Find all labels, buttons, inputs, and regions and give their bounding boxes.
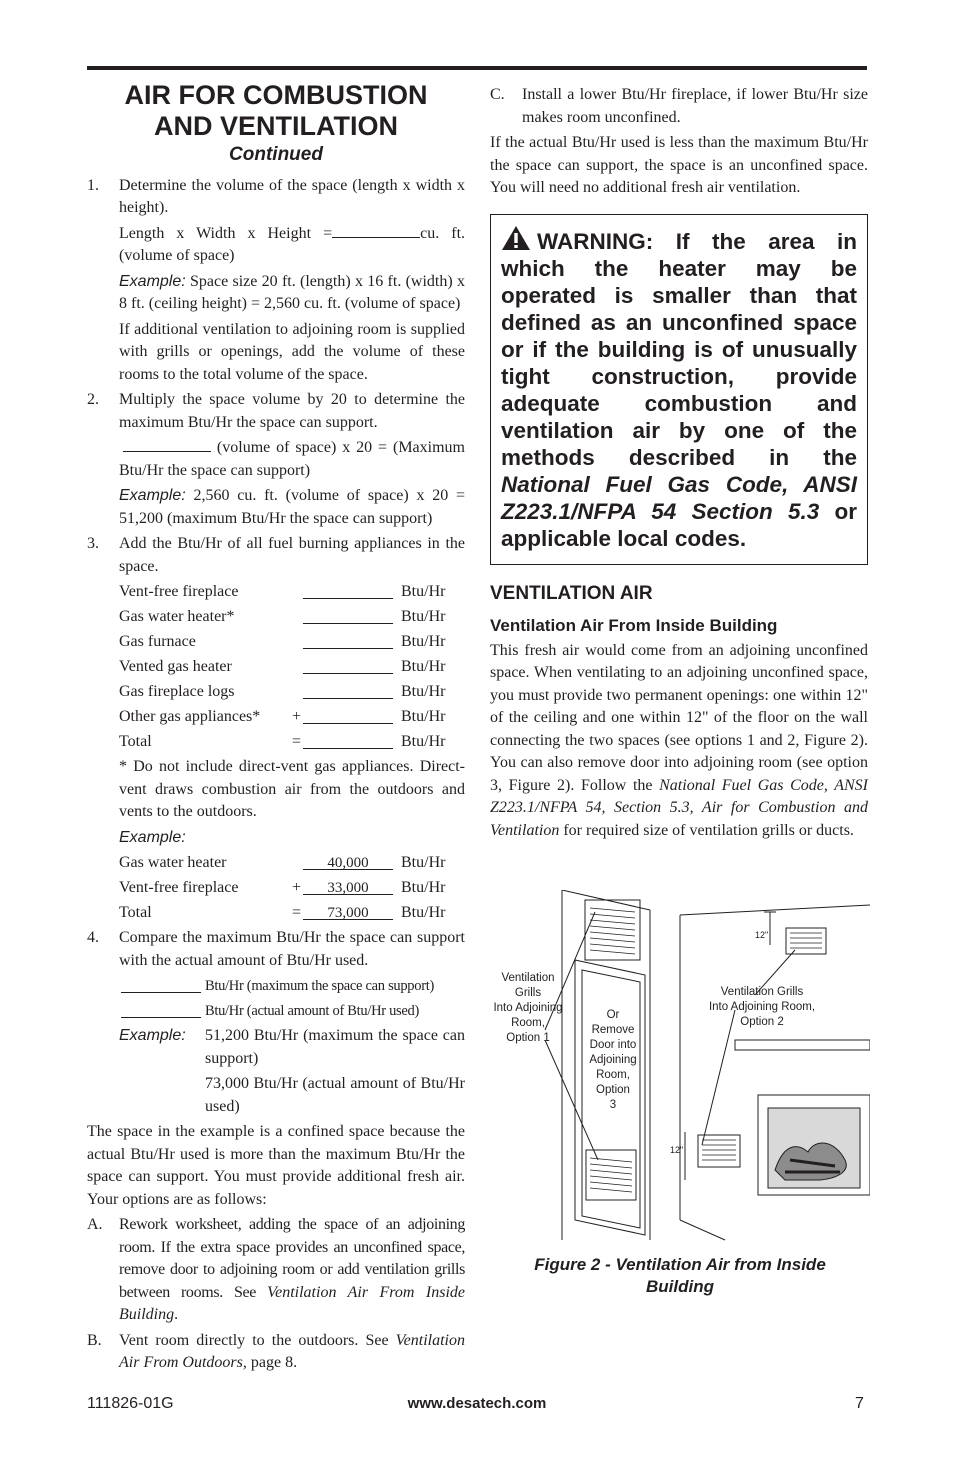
- step-4: [87, 927, 465, 1118]
- formula: Length x Width x Height = cu. ft. (volume of space): [119, 224, 466, 264]
- label-option-1: [493, 972, 562, 1044]
- example: Example: Space size 20 ft. (length) x 16 ft. (width) x 8 ft. (ceiling height) = 2,560 cu. ft. (volume of space): [119, 272, 465, 312]
- figure-ventilation-diagram: [490, 890, 870, 1250]
- page-title: [87, 80, 465, 142]
- right-top-grille: [786, 928, 826, 954]
- ventilation-paragraph: This fresh air would come from an adjoining unconfined space. When ventilating to an adjoining unconfined space, you must provide two permanent openings: one within 12" of the ceiling and one within 12" of the floor on the wall connecting the two spaces (see options 1 and 2, Figure 2). You can also remove door into adjoining room (see option 3, Figure 2). Follow the National Fuel Gas Code, ANSI Z223.1/NFPA 54, Section 5.3, Air for Combustion and Ventilation for required size of ventilation grills or ducts.: [490, 641, 868, 839]
- figure-caption: Figure 2 - Ventilation Air from Inside Building: [534, 1255, 826, 1296]
- right-room-ceiling: [680, 905, 870, 915]
- example-row-total: Total = 73,000 Btu/Hr: [119, 904, 446, 921]
- conclusion-paragraph: The space in the example is a confined space because the actual Btu/Hr used is more than the maximum Btu/Hr the space can support. You must provide additional fresh air. Your options are as follows:: [87, 1123, 465, 1208]
- example-row: Gas water heater 40,000 Btu/Hr: [119, 854, 446, 871]
- svg-text:Adjoining: Adjoining: [589, 1054, 637, 1066]
- step-text: Determine the volume of the space (length x width x height).: [119, 176, 465, 216]
- svg-text:3: 3: [609, 1099, 617, 1111]
- label-option-2: [709, 986, 815, 1028]
- step-number: 2.: [87, 391, 99, 408]
- step-number: 3.: [87, 535, 99, 552]
- svg-text:Room,: Room,: [511, 1017, 545, 1029]
- unconfined-paragraph: If the actual Btu/Hr used is less than the maximum Btu/Hr the space can support, the space is an unconfined space. You will need no additional fresh air ventilation.: [490, 134, 868, 196]
- ref-link: Ventilation Air From Outdoors,: [119, 1331, 465, 1371]
- right-room-floor: [680, 1220, 725, 1240]
- step-text: Multiply the space volume by 20 to determine the maximum Btu/Hr the space can support.: [119, 391, 465, 431]
- option-c: C. Install a lower Btu/Hr fireplace, if lower Btu/Hr size makes room unconfined.: [490, 86, 868, 126]
- formula: (volume of space) x 20 = (Maximum Btu/Hr the space can support): [119, 439, 465, 479]
- svg-text:Door into: Door into: [589, 1039, 637, 1051]
- svg-text:Or: Or: [606, 1009, 620, 1021]
- option-a: A. Rework worksheet, adding the space of an adjoining room. If the extra space provides an unconfined space, remove door to adjoining room or add ventilation grills between rooms. See Ventilation Air From Inside Building.: [87, 1216, 466, 1323]
- blank-line: [303, 581, 393, 599]
- step-note: If additional ventilation to adjoining room is supplied with grills or openings, add the volume of these rooms to the total volume of the space.: [119, 320, 465, 383]
- bottom-grille: [586, 1150, 636, 1200]
- step-text: Compare the maximum Btu/Hr the space can support with the actual amount of Btu/Hr used.: [119, 929, 465, 969]
- appliance-row: Vent-free fireplace Btu/Hr: [119, 583, 446, 600]
- svg-text:Option: Option: [596, 1084, 630, 1096]
- mantel-shelf: [735, 1040, 870, 1050]
- svg-text:Ventilation Grills: Ventilation Grills: [720, 986, 804, 998]
- top-grille-slats: [590, 908, 635, 954]
- blank-line: [332, 223, 420, 238]
- step-number: 1.: [87, 176, 99, 194]
- compare-line-max: Btu/Hr (maximum the space can support): [119, 975, 465, 1000]
- appliance-row-total: Total = Btu/Hr: [119, 733, 446, 750]
- step-2: [87, 389, 465, 530]
- example-label: Example:: [119, 828, 186, 846]
- dim-top-label: 12": [755, 930, 769, 940]
- blank-line: [303, 656, 393, 674]
- footer-doc-number: 111826-01G: [87, 1395, 174, 1412]
- label-option-3: [589, 1009, 636, 1111]
- svg-text:Ventilation: Ventilation: [501, 972, 555, 984]
- warning-icon: [501, 225, 531, 251]
- svg-text:Room,: Room,: [596, 1069, 630, 1081]
- step-3: [87, 533, 465, 927]
- blank-line: [303, 706, 393, 724]
- svg-text:Remove: Remove: [591, 1024, 635, 1036]
- step-1: [87, 175, 465, 387]
- right-column: [490, 84, 868, 845]
- blank-line: [123, 437, 211, 452]
- svg-text:Into Adjoining: Into Adjoining: [493, 1002, 563, 1014]
- ref-link: Ventilation Air From Inside Building: [119, 1283, 466, 1323]
- leader-opt2-bottom: [702, 1010, 735, 1145]
- step-note: * Do not include direct-vent gas appliances. Direct-vent draws combustion air from the outdoors and vents to the outdoors.: [119, 758, 465, 820]
- svg-text:Option 1: Option 1: [506, 1032, 550, 1044]
- step-number: 4.: [87, 929, 99, 946]
- subsection-title: Ventilation Air From Inside Building: [490, 616, 778, 635]
- right-bottom-grille-slats: [702, 1140, 736, 1160]
- step4-example: Example: 51,200 Btu/Hr (maximum the space can support) 73,000 Btu/Hr (actual amount of Btu/Hr used): [119, 1027, 465, 1115]
- svg-text:Into Adjoining Room,: Into Adjoining Room,: [708, 1001, 816, 1013]
- compare-line-actual: Btu/Hr (actual amount of Btu/Hr used): [119, 1000, 465, 1025]
- left-column: [87, 80, 465, 1378]
- footer-website: www.desatech.com: [407, 1395, 547, 1412]
- title-line-1: AIR FOR COMBUSTION: [124, 80, 428, 110]
- warning-box: WARNING: If the area in which the heater may be operated is smaller than that defined as an unconfined space or if the building is of unusually tight construction, provide adequate combustion and ventilation air by one of the methods described in the National Fuel Gas Code, ANSI Z223.1/NFPA 54 Section 5.3 or applicable local codes.: [490, 214, 868, 565]
- blank-line: [303, 731, 393, 749]
- svg-text:Grills: Grills: [514, 987, 542, 999]
- option-b: B. Vent room directly to the outdoors. See Ventilation Air From Outdoors, page 8.: [87, 1331, 465, 1371]
- appliance-row: Gas fireplace logs Btu/Hr: [119, 683, 446, 700]
- svg-text:Option 2: Option 2: [740, 1016, 784, 1028]
- example: Example: 2,560 cu. ft. (volume of space) x 20 = 51,200 (maximum Btu/Hr the space can support): [119, 487, 465, 527]
- footer-page-number: 7: [855, 1395, 864, 1412]
- title-line-2: AND VENTILATION: [154, 111, 398, 141]
- right-top-grille-slats: [790, 933, 822, 948]
- step-text: Add the Btu/Hr of all fuel burning appliances in the space.: [119, 535, 465, 575]
- appliance-row: Vented gas heater Btu/Hr: [119, 658, 446, 675]
- top-rule: [87, 66, 867, 70]
- warning-text: WARNING: If the area in which the heater may be operated is smaller than that defined as an unconfined space or if the building is of unusually tight construction, provide adequate combustion and ventilation air by one of the methods described in the: [501, 228, 857, 470]
- appliance-row: Gas furnace Btu/Hr: [119, 633, 446, 650]
- page-subtitle: Continued: [229, 144, 323, 165]
- appliance-row: Other gas appliances* + Btu/Hr: [119, 708, 446, 725]
- blank-line: [303, 681, 393, 699]
- warning-ref: National Fuel Gas Code, ANSI Z223.1/NFPA 54 Section 5.3: [501, 471, 857, 524]
- blank-line: [303, 631, 393, 649]
- example-row: Vent-free fireplace + 33,000 Btu/Hr: [119, 879, 446, 896]
- section-title: VENTILATION AIR: [490, 582, 653, 604]
- blank-line: [303, 606, 393, 624]
- bottom-grille-slats: [590, 1158, 632, 1192]
- dim-bottom-label: 12": [670, 1145, 684, 1155]
- appliance-row: Gas water heater* Btu/Hr: [119, 608, 446, 625]
